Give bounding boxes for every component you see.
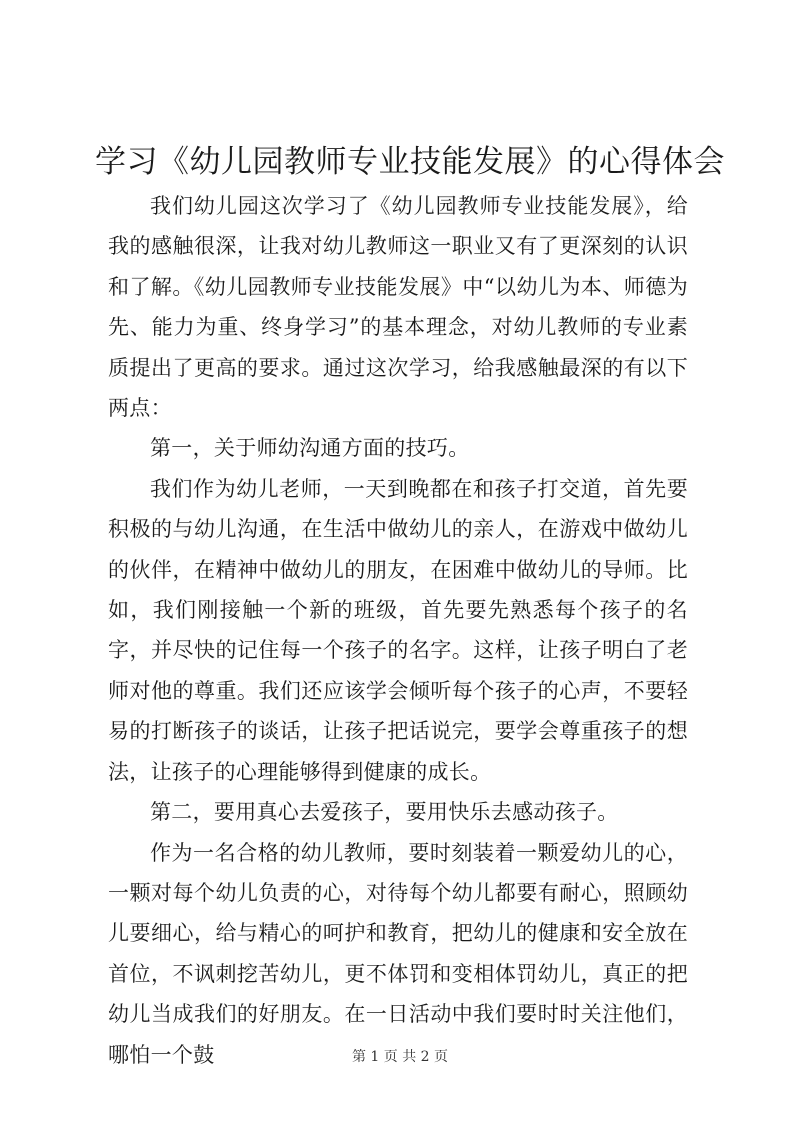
paragraph-point-two-body: 作为一名合格的幼儿教师，要时刻装着一颗爱幼儿的心，一颗对每个幼儿负责的心，对待每个幼儿都要有耐心，照顾幼儿要细心，给与精心的呵护和教育，把幼儿的健康和安全放在首位，不讽刺挖苦幼儿，更不体罚和变相体罚幼儿，真正的把幼儿当成我们的好朋友。在一日活动中我们要时时关注他们，哪怕一个鼓 [108,840,688,1067]
document-body [108,186,688,1075]
document-title: 学习《幼儿园教师专业技能发展》的心得体会 [95,144,725,180]
paragraph-intro: 我们幼儿园这次学习了《幼儿园教师专业技能发展》，给我的感触很深，让我对幼儿教师这一职业又有了更深刻的认识和了解。《幼儿园教师专业技能发展》中“以幼儿为本、师德为先、能力为重、终身学习”的基本理念，对幼儿教师的专业素质提出了更高的要求。通过这次学习，给我感触最深的有以下两点： [108,194,688,421]
paragraph-point-two-heading: 第二，要用真心去爱孩子，要用快乐去感动孩子。 [150,800,619,825]
paragraph-point-one-body: 我们作为幼儿老师，一天到晚都在和孩子打交道，首先要积极的与幼儿沟通，在生活中做幼儿的亲人，在游戏中做幼儿的伙伴，在精神中做幼儿的朋友，在困难中做幼儿的导师。比如，我们刚接触一个新的班级，首先要先熟悉每个孩子的名字，并尽快的记住每一个孩子的名字。这样，让孩子明白了老师对他的尊重。我们还应该学会倾听每个孩子的心声，不要轻易的打断孩子的谈话，让孩子把话说完，要学会尊重孩子的想法，让孩子的心理能够得到健康的成长。 [108,476,688,784]
paragraph-point-one-heading: 第一，关于师幼沟通方面的技巧。 [150,436,470,461]
page-footer: 第 1 页 共 2 页 [351,1049,449,1065]
